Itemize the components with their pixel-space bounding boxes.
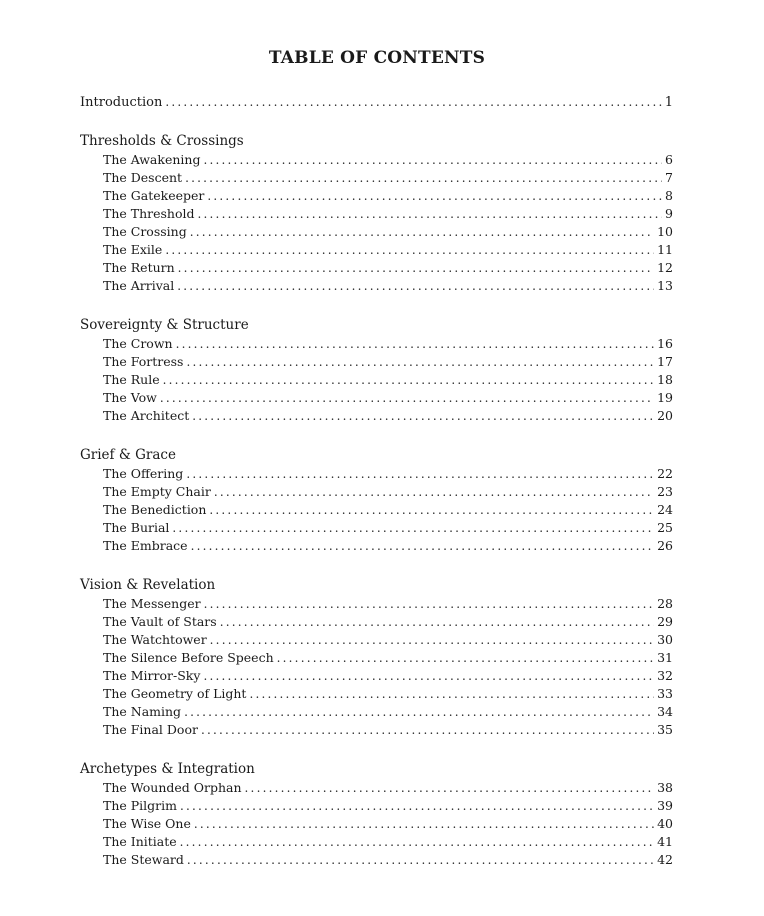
entry-page-number: 26 [657,538,673,553]
entry-label: The Awakening [103,152,201,167]
toc-entry[interactable] [103,631,673,649]
toc-entry[interactable] [103,851,673,869]
toc-entry[interactable] [103,833,673,851]
dot-leader [180,797,654,815]
dot-leader [203,667,654,685]
entry-label: The Embrace [103,538,188,553]
toc-entry[interactable] [103,187,673,205]
entry-page-number: 30 [657,632,673,647]
dot-leader [163,371,654,389]
entry-page-number: 11 [657,242,673,257]
entry-page-number: 39 [657,798,673,813]
section-entries [80,151,673,295]
dot-leader [192,407,654,425]
dot-leader [201,721,654,739]
dot-leader [184,703,654,721]
entry-page-number: 16 [657,336,673,351]
entry-page-number: 12 [657,260,673,275]
section-heading: Sovereignty & Structure [80,317,249,333]
toc-entry[interactable] [103,205,673,223]
dot-leader [165,241,654,259]
toc-entry[interactable] [103,667,673,685]
section-heading: Thresholds & Crossings [80,133,244,149]
entry-page-number: 35 [657,722,673,737]
dot-leader [245,779,655,797]
entry-page-number: 42 [657,852,673,867]
toc-entry[interactable] [103,277,673,295]
entry-label: The Watchtower [103,632,207,647]
dot-leader [186,353,654,371]
entry-label: The Offering [103,466,184,481]
section-entries [80,779,673,869]
toc-entry[interactable] [103,407,673,425]
entry-page-number: 40 [657,816,673,831]
toc-entry[interactable] [103,649,673,667]
toc-entry[interactable] [103,151,673,169]
entry-page-number: 13 [657,278,673,293]
dot-leader [249,685,654,703]
dot-leader [209,501,654,519]
entry-page-number: 33 [657,686,673,701]
section-entries [80,595,673,739]
toc-entry[interactable] [103,815,673,833]
entry-label: The Return [103,260,175,275]
dot-leader [214,483,654,501]
dot-leader [198,205,663,223]
dot-leader [187,851,654,869]
toc-entry[interactable] [103,241,673,259]
dot-leader [177,277,654,295]
entry-label: The Initiate [103,834,177,849]
toc-entry[interactable] [103,335,673,353]
entry-page-number: 29 [657,614,673,629]
dot-leader [191,537,655,555]
dot-leader [204,595,654,613]
entry-page-number: 10 [657,224,673,239]
dot-leader [210,631,654,649]
entry-page-number: 31 [657,650,673,665]
entry-label: The Empty Chair [103,484,211,499]
toc-intro [80,92,673,112]
toc-entry[interactable] [103,483,673,501]
entry-label: The Architect [103,408,190,423]
toc-entry[interactable] [103,389,673,407]
entry-page-number: 8 [665,188,673,203]
entry-label: The Vault of Stars [103,614,217,629]
entry-page-number: 6 [665,152,673,167]
entry-page-number: 34 [657,704,673,719]
toc-entry[interactable] [103,595,673,613]
toc-entry[interactable] [103,259,673,277]
section-entries [80,465,673,555]
entry-page-number: 7 [665,170,673,185]
toc-entry[interactable] [103,371,673,389]
dot-leader [160,389,654,407]
entry-label: The Descent [103,170,183,185]
dot-leader [277,649,654,667]
entry-page-number: 28 [657,596,673,611]
dot-leader [178,259,654,277]
entry-label: The Naming [103,704,182,719]
entry-label: The Geometry of Light [103,686,247,701]
toc-entry[interactable] [103,537,673,555]
entry-page-number: 38 [657,780,673,795]
toc-entry[interactable] [103,501,673,519]
entry-page-number: 23 [657,484,673,499]
entry-page-number: 20 [657,408,673,423]
entry-label: The Exile [103,242,163,257]
dot-leader [190,223,654,241]
toc-entry[interactable] [103,703,673,721]
toc-section [80,575,673,739]
entry-label: The Messenger [103,596,201,611]
toc-entry[interactable] [103,613,673,631]
dot-leader [203,151,662,169]
toc-entry[interactable] [103,721,673,739]
entry-page-number: 41 [657,834,673,849]
page-title: TABLE OF CONTENTS [268,48,486,68]
section-entries [80,335,673,425]
section-heading: Grief & Grace [80,447,176,463]
toc-entry[interactable] [103,465,673,483]
entry-page-number: 22 [657,466,673,481]
toc-entry[interactable] [103,797,673,815]
entry-label: The Silence Before Speech [103,650,274,665]
dot-leader [176,335,655,353]
dot-leader [180,833,654,851]
entry-label: The Steward [103,852,184,867]
toc-section [80,759,673,869]
toc-section [80,131,673,295]
toc-entry[interactable] [103,169,673,187]
toc-entry[interactable] [103,519,673,537]
entry-label: The Gatekeeper [103,188,205,203]
entry-label: The Wise One [103,816,191,831]
toc-entry[interactable] [103,685,673,703]
dot-leader [207,187,662,205]
toc-entry[interactable] [103,353,673,371]
entry-label: The Final Door [103,722,198,737]
toc-sections [80,131,673,889]
section-heading: Vision & Revelation [80,577,216,593]
entry-page-number: 17 [657,354,673,369]
entry-label: The Rule [103,372,160,387]
entry-page-number: 25 [657,520,673,535]
entry-label: The Arrival [103,278,175,293]
entry-label: The Crossing [103,224,187,239]
toc-section [80,445,673,555]
dot-leader [186,465,654,483]
dot-leader [172,519,654,537]
toc-entry[interactable] [103,779,673,797]
toc-entry-introduction[interactable] [80,92,673,112]
entry-page-number: 1 [664,95,673,110]
entry-label: The Threshold [103,206,195,221]
entry-page-number: 24 [657,502,673,517]
entry-label: The Crown [103,336,173,351]
entry-label: The Fortress [103,354,184,369]
dot-leader [220,613,654,631]
entry-page-number: 18 [657,372,673,387]
entry-page-number: 19 [657,390,673,405]
toc-section [80,315,673,425]
dot-leader [165,92,661,112]
section-heading: Archetypes & Integration [80,761,255,777]
dot-leader [194,815,654,833]
toc-entry[interactable] [103,223,673,241]
dot-leader [185,169,662,187]
entry-label: The Wounded Orphan [103,780,242,795]
entry-label: The Pilgrim [103,798,177,813]
entry-label: The Burial [103,520,170,535]
entry-label: The Vow [103,390,157,405]
entry-label: The Mirror-Sky [103,668,201,683]
entry-label: Introduction [80,95,163,110]
entry-page-number: 9 [665,206,673,221]
entry-label: The Benediction [103,502,207,517]
entry-page-number: 32 [657,668,673,683]
